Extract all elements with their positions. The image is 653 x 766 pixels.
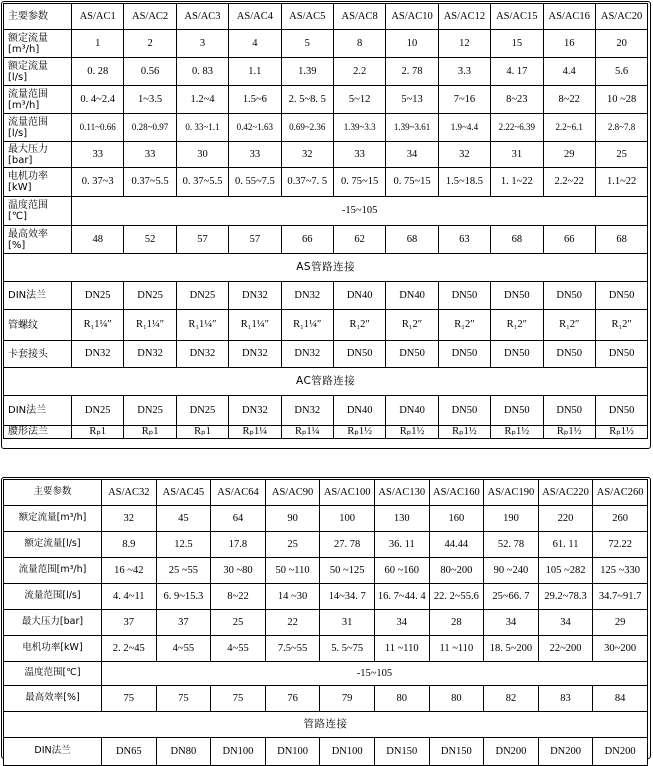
value-cell: 160 [429,506,484,532]
value-cell: 10 [386,30,438,58]
param-label-cell: 额定流量[m³/h] [4,506,102,532]
value-cell: 30 [176,142,228,168]
value-cell: DN80 [156,738,211,766]
value-cell: 90 [265,506,320,532]
value-cell: 68 [386,226,438,254]
value-cell: DN32 [281,282,333,310]
value-cell: 190 [484,506,539,532]
param-label-cell: 流量范围 [m³/h] [4,86,72,114]
value-cell: DN40 [333,396,385,426]
table-row [4,396,648,426]
model-header-cell: AS/AC5 [281,4,333,30]
value-cell: 11 ~110 [374,636,429,662]
value-cell: DN40 [386,396,438,426]
table-row [4,282,648,310]
value-cell: 0.42~1.63 [229,114,281,142]
value-cell: DN200 [484,738,539,766]
header-label-cell: 主要参数 [4,4,72,30]
value-cell: 100 [320,506,375,532]
table-row [4,686,648,712]
param-label-cell: 流量范围[m³/h] [4,558,102,584]
value-cell: 33 [229,142,281,168]
value-cell: DN150 [374,738,429,766]
value-cell: 1.5~6 [229,86,281,114]
value-cell: 10 ~28 [595,86,647,114]
section-header-cell: AC管路连接 [4,368,648,396]
value-cell: 8~23 [491,86,543,114]
value-cell: 17.8 [211,532,266,558]
value-cell: 2 [124,30,176,58]
temp-value-cell: -15~105 [102,662,648,686]
value-cell: 1. 1~22 [491,168,543,197]
value-cell: Rₚ1½ [438,426,490,439]
value-cell: DN50 [491,341,543,368]
value-cell: 57 [229,226,281,254]
eff-label-cell: 最高效率[%] [4,686,102,712]
value-cell: DN50 [491,282,543,310]
value-cell: DN50 [595,396,647,426]
param-label-cell: 最大压力 [bar] [4,142,72,168]
param-label-cell: 额定流量 [l/s] [4,58,72,86]
value-cell: 2.22~6.39 [491,114,543,142]
value-cell: 34 [484,610,539,636]
model-header-cell: AS/AC190 [484,480,539,506]
value-cell: 260 [593,506,648,532]
value-cell: 1.1 [229,58,281,86]
value-cell: 105 ~282 [538,558,593,584]
value-cell: 0. 75~15 [386,168,438,197]
value-cell: DN100 [265,738,320,766]
value-cell: 130 [374,506,429,532]
spec-table-large-models [3,479,648,766]
value-cell: 5~12 [333,86,385,114]
value-cell: 5~13 [386,86,438,114]
value-cell: 66 [281,226,333,254]
value-cell: 15 [491,30,543,58]
param-label-cell: 电机功率 [kW] [4,168,72,197]
value-cell: 90 ~240 [484,558,539,584]
param-label-cell: 流量范围 [l/s] [4,114,72,142]
value-cell: 12.5 [156,532,211,558]
value-cell: 1.39~3.3 [333,114,385,142]
model-header-cell: AS/AC2 [124,4,176,30]
value-cell: 62 [333,226,385,254]
value-cell: 7.5~55 [265,636,320,662]
value-cell: 0. 28 [72,58,124,86]
value-cell: 0. 83 [176,58,228,86]
value-cell: 30 ~80 [211,558,266,584]
value-cell: 83 [538,686,593,712]
value-cell: DN32 [176,341,228,368]
value-cell: DN200 [593,738,648,766]
value-cell: R₁1¼″ [124,310,176,341]
value-cell: 14 ~30 [265,584,320,610]
value-cell: 37 [102,610,157,636]
model-header-cell: AS/AC10 [386,4,438,30]
value-cell: DN50 [438,396,490,426]
value-cell: 64 [211,506,266,532]
value-cell: 66 [543,226,595,254]
model-header-cell: AS/AC160 [429,480,484,506]
table-row [4,226,648,254]
param-label-cell: 流量范围[l/s] [4,584,102,610]
value-cell: 1.5~18.5 [438,168,490,197]
value-cell: 25 ~55 [156,558,211,584]
table-row [4,610,648,636]
model-header-cell: AS/AC12 [438,4,490,30]
value-cell: 2. 5~8. 5 [281,86,333,114]
value-cell: 0.37~5.5 [124,168,176,197]
value-cell: 8~22 [543,86,595,114]
value-cell: 4~55 [156,636,211,662]
value-cell: 29 [543,142,595,168]
value-cell: 4. 17 [491,58,543,86]
value-cell: 8.9 [102,532,157,558]
model-header-cell: AS/AC20 [595,4,647,30]
value-cell: 3 [176,30,228,58]
value-cell: 33 [333,142,385,168]
value-cell: R₁1¼″ [176,310,228,341]
value-cell: DN32 [72,341,124,368]
value-cell: 25~66. 7 [484,584,539,610]
value-cell: DN32 [124,341,176,368]
value-cell: R₁1¼″ [281,310,333,341]
value-cell: 0. 55~7.5 [229,168,281,197]
value-cell: 33 [72,142,124,168]
value-cell: 16. 7~44. 4 [374,584,429,610]
value-cell: DN150 [429,738,484,766]
value-cell: DN50 [543,282,595,310]
value-cell: 75 [156,686,211,712]
value-cell: 75 [102,686,157,712]
table-row [4,30,648,58]
value-cell: 57 [176,226,228,254]
value-cell: 31 [320,610,375,636]
model-header-cell: AS/AC90 [265,480,320,506]
value-cell: 0.11~0.66 [72,114,124,142]
model-header-cell: AS/AC4 [229,4,281,30]
param-label-cell: DIN法兰 [4,738,102,766]
value-cell: 4.4 [543,58,595,86]
table-row [4,584,648,610]
value-cell: 1~3.5 [124,86,176,114]
table-row [4,506,648,532]
table-row [4,738,648,766]
value-cell: 33 [124,142,176,168]
value-cell: DN32 [281,396,333,426]
table-row [4,310,648,341]
value-cell: 2.2 [333,58,385,86]
value-cell: DN50 [438,341,490,368]
value-cell: 1.9~4.4 [438,114,490,142]
value-cell: DN50 [438,282,490,310]
value-cell: 31 [491,142,543,168]
value-cell: 34 [538,610,593,636]
value-cell: 50 ~110 [265,558,320,584]
value-cell: 30~200 [593,636,648,662]
value-cell: DN32 [229,396,281,426]
value-cell: DN32 [229,282,281,310]
value-cell: 2. 2~45 [102,636,157,662]
value-cell: 52 [124,226,176,254]
value-cell: 7~16 [438,86,490,114]
model-header-cell: AS/AC130 [374,480,429,506]
value-cell: DN50 [543,396,595,426]
value-cell: 80 [374,686,429,712]
value-cell: 63 [438,226,490,254]
value-cell: 1 [72,30,124,58]
value-cell: DN50 [386,341,438,368]
table-row [4,114,648,142]
value-cell: 82 [484,686,539,712]
value-cell: 50 ~125 [320,558,375,584]
value-cell: R₁1¼″ [72,310,124,341]
value-cell: 0. 37~5.5 [176,168,228,197]
value-cell: 18. 5~200 [484,636,539,662]
value-cell: 4 [229,30,281,58]
value-cell: R₁1¼″ [229,310,281,341]
value-cell: 5.6 [595,58,647,86]
value-cell: R₁2″ [491,310,543,341]
param-label-cell: 额定流量 [m³/h] [4,30,72,58]
model-header-cell: AS/AC64 [211,480,266,506]
value-cell: DN32 [281,341,333,368]
value-cell: 68 [595,226,647,254]
value-cell: DN50 [491,396,543,426]
value-cell: 2.2~6.1 [543,114,595,142]
value-cell: 4~55 [211,636,266,662]
value-cell: 14~34. 7 [320,584,375,610]
value-cell: 75 [211,686,266,712]
value-cell: DN32 [229,341,281,368]
param-label-cell: 电机功率[kW] [4,636,102,662]
model-header-cell: AS/AC32 [102,480,157,506]
value-cell: 0.37~7. 5 [281,168,333,197]
temp-value-cell: -15~105 [72,197,648,226]
table-row [4,662,648,686]
value-cell: 32 [102,506,157,532]
value-cell: Rₚ1½ [333,426,385,439]
value-cell: 22~200 [538,636,593,662]
section-header-cell: AS管路连接 [4,254,648,282]
value-cell: Rₚ1½ [543,426,595,439]
value-cell: 16 ~42 [102,558,157,584]
table-row [4,142,648,168]
value-cell: 220 [538,506,593,532]
model-header-cell: AS/AC8 [333,4,385,30]
section-header-cell: 管路连接 [4,712,648,738]
value-cell: 25 [211,610,266,636]
value-cell: 11 ~110 [429,636,484,662]
value-cell: 25 [265,532,320,558]
model-header-cell: AS/AC16 [543,4,595,30]
table-row [4,341,648,368]
value-cell: 4. 4~11 [102,584,157,610]
value-cell: 0.69~2.36 [281,114,333,142]
value-cell: DN50 [543,341,595,368]
value-cell: 0. 4~2.4 [72,86,124,114]
value-cell: 72.22 [593,532,648,558]
value-cell: 29 [593,610,648,636]
value-cell: 2.8~7.8 [595,114,647,142]
value-cell: R₁2″ [333,310,385,341]
value-cell: DN25 [124,282,176,310]
value-cell: 5 [281,30,333,58]
value-cell: 0. 33~1.1 [176,114,228,142]
value-cell: Rₚ1¼ [229,426,281,439]
value-cell: DN25 [176,282,228,310]
value-cell: DN50 [595,341,647,368]
value-cell: DN100 [320,738,375,766]
value-cell: 2. 78 [386,58,438,86]
value-cell: 1.2~4 [176,86,228,114]
table-row [4,426,648,439]
value-cell: 76 [265,686,320,712]
value-cell: DN40 [333,282,385,310]
model-header-cell: AS/AC15 [491,4,543,30]
value-cell: R₁2″ [386,310,438,341]
value-cell: 22 [265,610,320,636]
value-cell: 12 [438,30,490,58]
header-label-cell: 主要参数 [4,480,102,506]
value-cell: 37 [156,610,211,636]
value-cell: DN40 [386,282,438,310]
value-cell: 84 [593,686,648,712]
value-cell: Rₚ1½ [386,426,438,439]
value-cell: 0.28~0.97 [124,114,176,142]
value-cell: 32 [438,142,490,168]
value-cell: DN100 [211,738,266,766]
model-header-cell: AS/AC220 [538,480,593,506]
value-cell: 44.44 [429,532,484,558]
value-cell: 29.2~78.3 [538,584,593,610]
value-cell: DN65 [102,738,157,766]
table-row [4,558,648,584]
param-label-cell: DIN法兰 [4,282,72,310]
value-cell: DN25 [124,396,176,426]
model-header-cell: AS/AC260 [593,480,648,506]
param-label-cell: 卡套接头 [4,341,72,368]
value-cell: R₁2″ [438,310,490,341]
value-cell: 79 [320,686,375,712]
table-row [4,168,648,197]
param-label-cell: 管螺纹 [4,310,72,341]
value-cell: 125 ~330 [593,558,648,584]
value-cell: 3.3 [438,58,490,86]
value-cell: 25 [595,142,647,168]
table-row [4,712,648,738]
value-cell: DN25 [176,396,228,426]
table-row [4,254,648,282]
value-cell: 1.39~3.61 [386,114,438,142]
spec-table-small-models [3,3,648,439]
value-cell: 1.39 [281,58,333,86]
table-row [4,636,648,662]
eff-label-cell: 最高效率 [%] [4,226,72,254]
param-label-cell: 腰形法兰 [4,426,72,439]
value-cell: 1.1~22 [595,168,647,197]
value-cell: DN25 [72,396,124,426]
model-header-cell: AS/AC1 [72,4,124,30]
value-cell: Rₚ1 [176,426,228,439]
value-cell: 22. 2~55.6 [429,584,484,610]
value-cell: 32 [281,142,333,168]
value-cell: 68 [491,226,543,254]
value-cell: R₁2″ [595,310,647,341]
value-cell: 34 [386,142,438,168]
value-cell: 0. 75~15 [333,168,385,197]
value-cell: DN50 [595,282,647,310]
value-cell: 0. 37~3 [72,168,124,197]
value-cell: 8~22 [211,584,266,610]
value-cell: 6. 9~15.3 [156,584,211,610]
value-cell: 60 ~160 [374,558,429,584]
value-cell: 5. 5~75 [320,636,375,662]
value-cell: Rₚ1 [72,426,124,439]
value-cell: 80~200 [429,558,484,584]
value-cell: Rₚ1¼ [281,426,333,439]
table-row [4,58,648,86]
value-cell: 52. 78 [484,532,539,558]
value-cell: 16 [543,30,595,58]
value-cell: 0.56 [124,58,176,86]
param-label-cell: 额定流量[l/s] [4,532,102,558]
param-label-cell: 最大压力[bar] [4,610,102,636]
value-cell: Rₚ1 [124,426,176,439]
table-row [4,197,648,226]
model-header-cell: AS/AC45 [156,480,211,506]
table-row [4,368,648,396]
value-cell: 27. 78 [320,532,375,558]
value-cell: 8 [333,30,385,58]
model-header-cell: AS/AC3 [176,4,228,30]
value-cell: 20 [595,30,647,58]
value-cell: 80 [429,686,484,712]
value-cell: 34.7~91.7 [593,584,648,610]
table-row [4,4,648,30]
value-cell: 36. 11 [374,532,429,558]
table-row [4,86,648,114]
value-cell: 45 [156,506,211,532]
value-cell: Rₚ1½ [595,426,647,439]
temp-label-cell: 温度范围[℃] [4,662,102,686]
table-row [4,532,648,558]
value-cell: 48 [72,226,124,254]
value-cell: 28 [429,610,484,636]
value-cell: DN50 [333,341,385,368]
value-cell: DN25 [72,282,124,310]
value-cell: 34 [374,610,429,636]
value-cell: 61. 11 [538,532,593,558]
value-cell: R₁2″ [543,310,595,341]
param-label-cell: DIN法兰 [4,396,72,426]
value-cell: Rₚ1½ [491,426,543,439]
table-row [4,480,648,506]
model-header-cell: AS/AC100 [320,480,375,506]
temp-label-cell: 温度范围 [℃] [4,197,72,226]
value-cell: DN200 [538,738,593,766]
value-cell: 2.2~22 [543,168,595,197]
